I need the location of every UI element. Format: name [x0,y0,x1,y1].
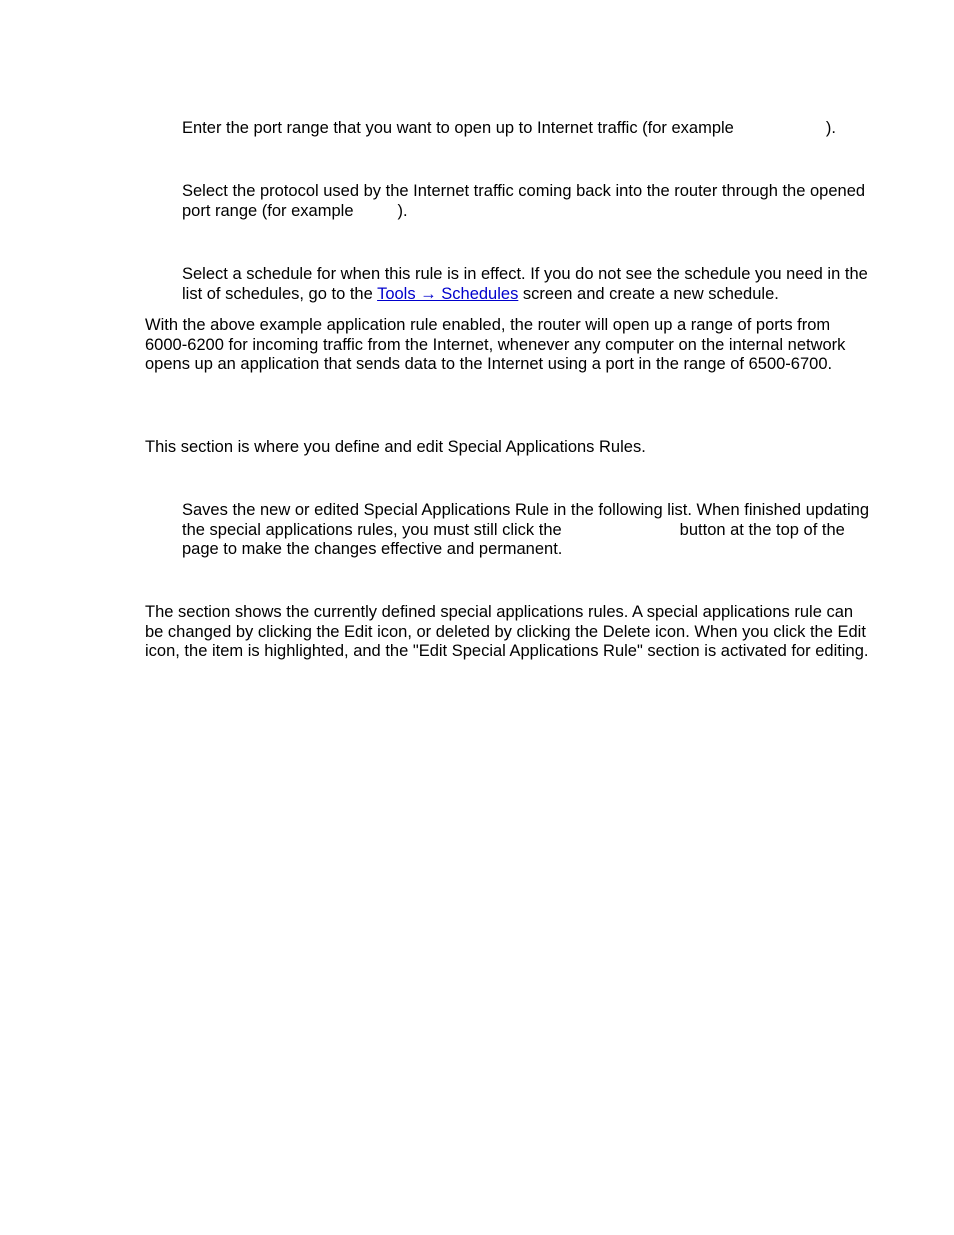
protocol-text-end: ). [397,201,408,220]
tools-schedules-link[interactable]: Tools → Schedules [377,284,519,303]
schedule-text-end: screen and create a new schedule. [522,284,779,303]
schedule-description [182,265,872,304]
port-range-text-end: ). [825,119,836,137]
save-description [182,501,872,560]
section-intro-paragraph: This section is where you define and edit Special Applications Rules. [145,438,646,456]
rules-list-paragraph: The section shows the currently defined special applications rules. A special applications rule can be changed by clicking the Edit icon, or deleted by clicking the Delete icon. When you click the Edit icon, the item is highlighted, and the "Edit Special Applications Rule" section is activated for editing. [145,603,869,661]
save-text-end: button at the top of the page to make the changes effective and permanent. [182,520,845,559]
protocol-description [182,182,872,221]
save-text: Saves the new or edited Special Applications Rule in the following list. When finished updating the special applications rules, you must still click the [182,501,869,539]
example-rule-paragraph: With the above example application rule enabled, the router will open up a range of ports from 6000-6200 for incoming traffic from the Internet, whenever any computer on the internal network opens up an application that sends data to the Internet using a port in the range of 6500-6700. [145,316,846,374]
port-range-description [182,119,872,139]
protocol-text: Select the protocol used by the Internet traffic coming back into the router through the opened port range (for example [182,182,866,220]
port-range-text: Enter the port range that you want to open up to Internet traffic (for example [182,119,734,137]
schedule-text: Select a schedule for when this rule is in effect. If you do not see the schedule you need in the list of schedules, go to the [182,265,868,303]
